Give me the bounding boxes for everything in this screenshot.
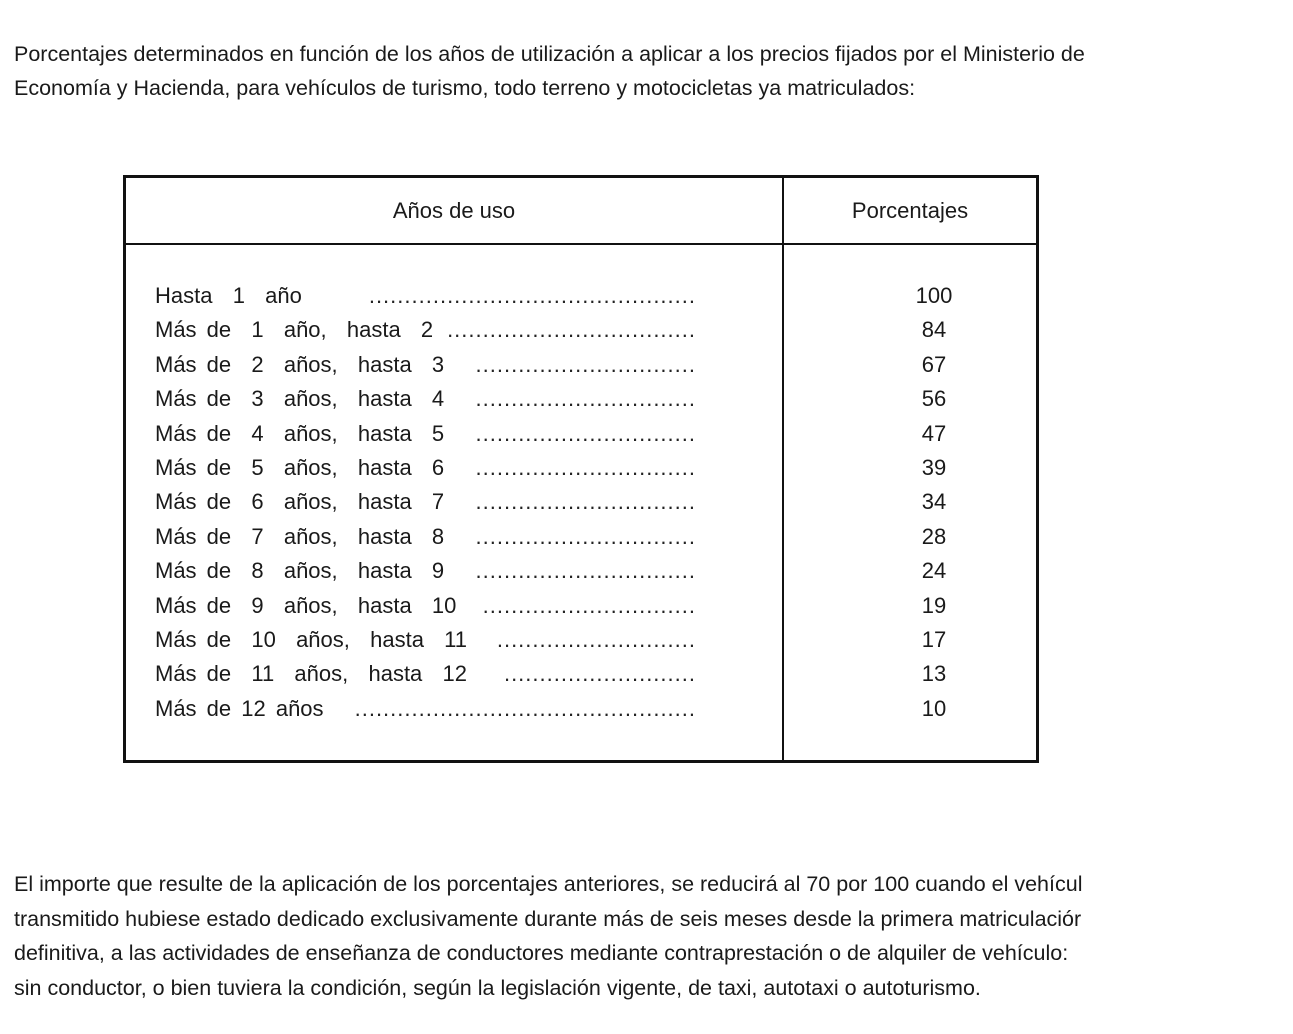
row-percentage: 67 [921, 351, 947, 377]
row-years-label: Más de 11 años, hasta 12 [155, 661, 467, 687]
row-years-label: Más de 2 años, hasta 3 [155, 351, 445, 377]
row-leader-dots: ............................... [475, 454, 696, 480]
row-leader-dots: ............................... [475, 351, 696, 377]
row-years-label: Más de 8 años, hasta 9 [155, 558, 445, 584]
row-leader-dots: ............................... [475, 523, 696, 549]
row-percentage: 24 [921, 558, 947, 584]
table-row [126, 421, 1036, 455]
row-years-label: Hasta 1 año [155, 283, 302, 308]
intro-line-2: Economía y Hacienda, para vehículos de turismo, todo terreno y motocicletas ya matriculados: [14, 76, 916, 100]
table-body [126, 283, 1036, 730]
row-years-label: Más de 3 años, hasta 4 [155, 386, 445, 412]
table-row [126, 627, 1036, 661]
header-divider [126, 243, 1036, 245]
table-row [126, 696, 1036, 730]
footer-line-1: El importe que resulte de la aplicación de los porcentajes anteriores, se reducirá al 70 por 100 cuando el vehícul [14, 872, 1083, 896]
row-years-label: Más de 9 años, hasta 10 [155, 592, 457, 618]
footer-paragraph [14, 867, 1293, 1005]
header-percentages: Porcentajes [851, 198, 969, 223]
intro-paragraph [14, 37, 1293, 105]
row-percentage: 47 [921, 420, 947, 446]
row-percentage: 34 [921, 489, 947, 515]
footer-line-2: transmitido hubiese estado dedicado exclusivamente durante más de seis meses desde la primera matriculaciór [14, 906, 1082, 931]
intro-line-1: Porcentajes determinados en función de los años de utilización a aplicar a los precios fijados por el Ministerio de [14, 42, 1085, 66]
row-leader-dots: ................................... [447, 317, 696, 343]
footer-line-4: sin conductor, o bien tuviera la condición, según la legislación vigente, de taxi, autotaxi o autoturismo. [14, 975, 981, 1000]
row-percentage: 56 [921, 386, 947, 412]
row-percentage: 10 [921, 695, 947, 721]
row-leader-dots: ........................... [503, 661, 696, 687]
row-years-label: Más de 4 años, hasta 5 [155, 420, 445, 446]
row-years-label: Más de 1 año, hasta 2 [155, 317, 434, 343]
row-leader-dots: ............................... [475, 386, 696, 412]
row-percentage: 84 [921, 317, 947, 343]
header-years-of-use: Años de uso [392, 198, 516, 223]
row-years-label: Más de 6 años, hasta 7 [155, 489, 445, 515]
table-row [126, 352, 1036, 386]
percentages-table [123, 175, 1039, 763]
row-leader-dots: ............................ [496, 626, 696, 652]
table-row [126, 558, 1036, 592]
row-percentage: 100 [915, 283, 953, 308]
table-row [126, 489, 1036, 523]
table-row [126, 661, 1036, 695]
table-row [126, 455, 1036, 489]
row-leader-dots: ............................... [475, 558, 696, 584]
row-years-label: Más de 12 años [155, 695, 324, 721]
table-row [126, 283, 1036, 317]
row-leader-dots: .............................. [482, 592, 696, 618]
row-percentage: 28 [921, 523, 947, 549]
table-row [126, 593, 1036, 627]
row-leader-dots: ............................... [475, 420, 696, 446]
footer-line-3: definitiva, a las actividades de enseñanza de conductores mediante contraprestación o de alquiler de vehículo: [14, 941, 1069, 965]
row-years-label: Más de 5 años, hasta 6 [155, 454, 445, 480]
table-row [126, 386, 1036, 420]
row-leader-dots: ................................................ [354, 695, 696, 721]
row-percentage: 17 [921, 626, 947, 652]
table-row [126, 524, 1036, 558]
row-years-label: Más de 7 años, hasta 8 [155, 523, 445, 549]
row-percentage: 19 [921, 592, 947, 618]
row-years-label: Más de 10 años, hasta 11 [155, 626, 467, 652]
row-leader-dots: ............................... [475, 489, 696, 515]
row-percentage: 13 [921, 661, 947, 687]
row-leader-dots: .............................................. [368, 283, 696, 308]
row-percentage: 39 [921, 454, 947, 480]
table-row [126, 317, 1036, 351]
